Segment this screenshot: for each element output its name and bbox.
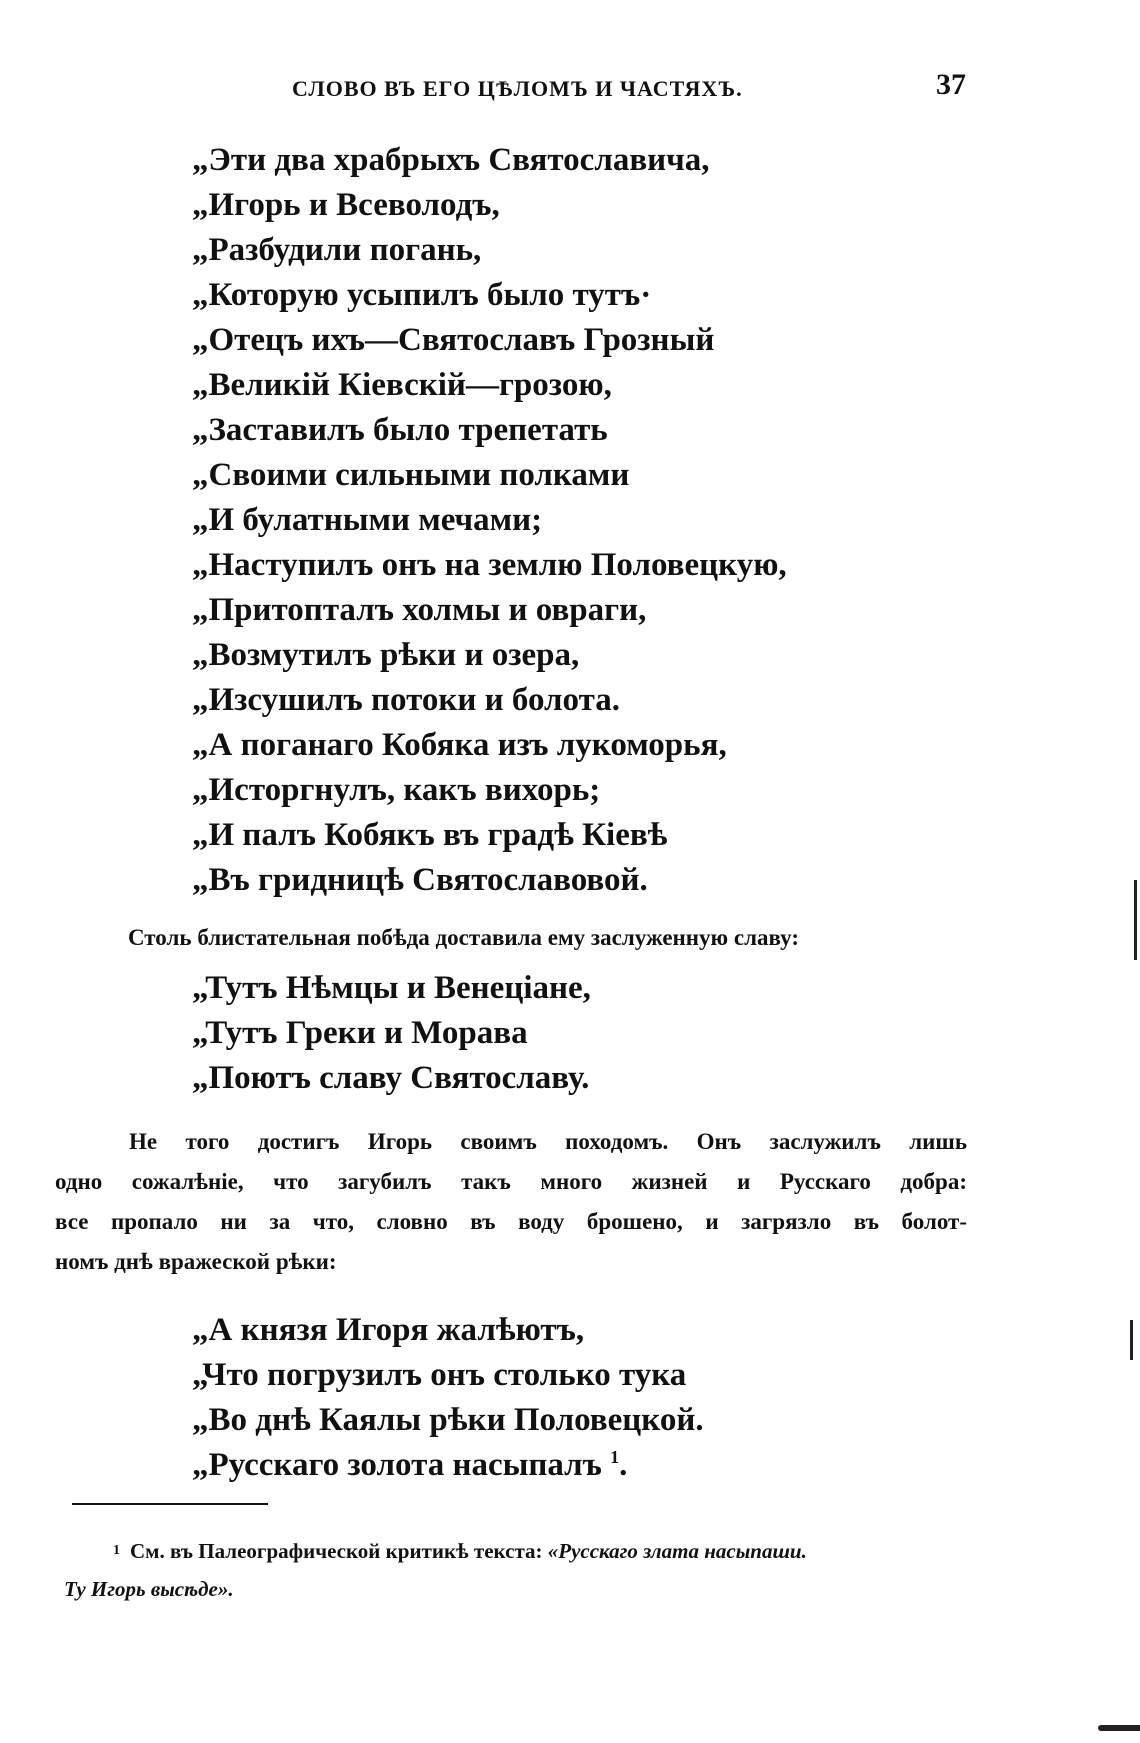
footnote-divider bbox=[72, 1503, 268, 1505]
footnote-quote-line1: «Русскаго злата насыпаши. bbox=[547, 1539, 807, 1563]
verse-line: „Въ гридницѣ Святославовой. bbox=[192, 862, 648, 898]
prose-line: одно сожалѣніе, что загубилъ такъ много жизней и Русскаго добра: bbox=[55, 1169, 967, 1194]
footnote bbox=[60, 1532, 970, 1608]
footnote-reference[interactable]: 1 bbox=[610, 1447, 620, 1467]
verse-line: „Разбудили погань, bbox=[192, 232, 482, 268]
verse-line: „А поганаго Кобяка изъ лукоморья, bbox=[192, 727, 727, 763]
verse-line: „Отецъ ихъ—Святославъ Грозный bbox=[192, 322, 715, 358]
verse-line: „Тутъ Нѣмцы и Венеціане, bbox=[192, 970, 591, 1006]
prose-line: номъ днѣ вражеской рѣки: bbox=[55, 1249, 337, 1274]
verse-line: „Великій Кіевскій—грозою, bbox=[192, 367, 612, 403]
verse-block-2 bbox=[192, 966, 591, 1101]
verse-line: „Возмутилъ рѣки и озера, bbox=[192, 637, 580, 673]
prose-line: все пропало ни за что, словно въ воду брошено, и загрязло въ болот- bbox=[55, 1209, 967, 1234]
verse-line: „А князя Игоря жалѣютъ, bbox=[192, 1312, 585, 1348]
footnote-quote-line2: Ту Игорь высѣде». bbox=[64, 1577, 234, 1601]
verse-line-with-note: „Русскаго золота насыпалъ $^1$. bbox=[192, 1447, 628, 1483]
verse-line: „Заставилъ было трепетать bbox=[192, 412, 608, 448]
footnote-lead: См. въ Палеографической критикѣ текста: bbox=[130, 1539, 548, 1563]
verse-line: „И булатными мечами; bbox=[192, 502, 543, 538]
verse-line: „Эти два храбрыхъ Святославича, bbox=[192, 142, 710, 178]
verse-line: „Своими сильными полками bbox=[192, 457, 630, 493]
verse-block-1 bbox=[192, 138, 787, 903]
verse-line: „Наступилъ онъ на землю Половецкую, bbox=[192, 547, 787, 583]
footnote-mark: 1 bbox=[113, 1543, 120, 1558]
verse-line-text: „Русскаго золота насыпалъ bbox=[192, 1447, 602, 1483]
verse-line: „Которую усыпилъ было тутъ· bbox=[192, 277, 652, 313]
verse-line: „И палъ Кобякъ въ градѣ Кіевѣ bbox=[192, 817, 668, 853]
verse-line: „Во днѣ Каялы рѣки Половецкой. bbox=[192, 1402, 704, 1438]
page-number: 37 bbox=[936, 68, 966, 101]
scan-edge-mark bbox=[1098, 1725, 1140, 1731]
scan-edge-mark bbox=[1130, 1320, 1133, 1360]
prose-paragraph-1: Столь блистательная побѣда доставила ему заслуженную славу: bbox=[128, 925, 799, 950]
verse-line: „Тутъ Греки и Морава bbox=[192, 1015, 528, 1051]
prose-line: Не того достигъ Игорь своимъ походомъ. Онъ заслужилъ лишь bbox=[129, 1129, 967, 1154]
prose-paragraph-2 bbox=[55, 1122, 967, 1282]
verse-line: „Поютъ славу Святославу. bbox=[192, 1060, 590, 1096]
verse-line: „Притопталъ холмы и овраги, bbox=[192, 592, 647, 628]
verse-line: „Исторгнулъ, какъ вихорь; bbox=[192, 772, 601, 808]
verse-line: „Что погрузилъ онъ столько тука bbox=[192, 1357, 687, 1393]
scan-edge-mark bbox=[1134, 880, 1137, 960]
verse-line: „Игорь и Всеволодъ, bbox=[192, 187, 500, 223]
running-head: СЛОВО ВЪ ЕГО ЦѢЛОМЪ И ЧАСТЯХЪ. bbox=[292, 76, 743, 101]
verse-line: „Изсушилъ потоки и болота. bbox=[192, 682, 620, 718]
verse-block-3 bbox=[192, 1308, 704, 1488]
